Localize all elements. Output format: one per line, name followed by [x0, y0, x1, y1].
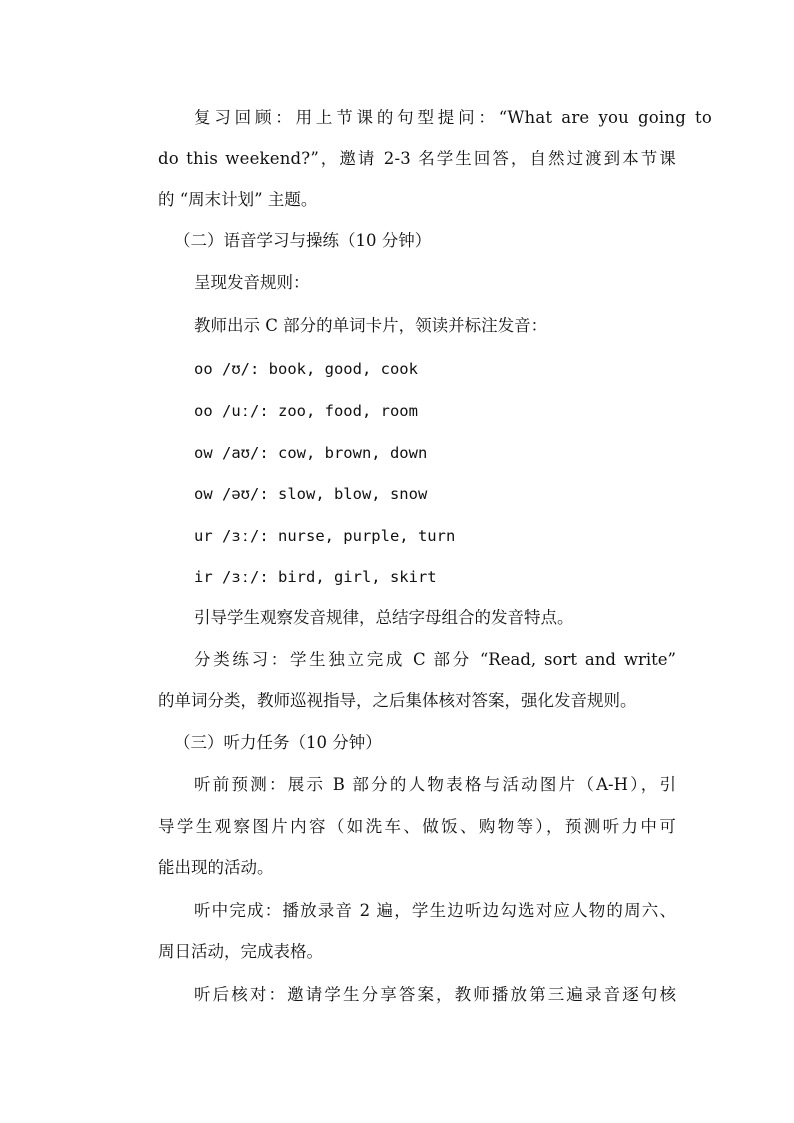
phonics-item: ow /aʊ/: cow, brown, down	[194, 444, 428, 462]
sorting-line-1: 分类练习：学生独立完成 C 部分 “Read, sort and write”	[194, 650, 676, 669]
teacher-shows: 教师出示 C 部分的单词卡片，领读并标注发音：	[194, 316, 548, 335]
prelisten-line-2: 导学生观察图片内容（如洗车、做饭、购物等），预测听力中可	[158, 817, 676, 836]
phonics-item: ir /ɜː/: bird, girl, skirt	[194, 568, 437, 586]
guide-text: 引导学生观察发音规律，总结字母组合的发音特点。	[194, 608, 574, 627]
postlisten-line-1: 听后核对：邀请学生分享答案，教师播放第三遍录音逐句核	[194, 985, 676, 1004]
review-line-1: 复习回顾：用上节课的句型提问：“What are you going to	[194, 108, 712, 127]
prelisten-line-3: 能出现的活动。	[158, 858, 274, 877]
review-line-3: 的 “周末计划” 主题。	[158, 190, 318, 209]
sorting-line-2: 的单词分类，教师巡视指导，之后集体核对答案，强化发音规则。	[158, 691, 637, 710]
whilelisten-line-2: 周日活动，完成表格。	[158, 942, 323, 961]
present-rules: 呈现发音规则：	[194, 273, 310, 292]
section-2-heading: （二）语音学习与操练（10 分钟）	[174, 231, 432, 250]
prelisten-line-1: 听前预测：展示 B 部分的人物表格与活动图片（A-H），引	[194, 775, 676, 794]
phonics-item: oo /uː/: zoo, food, room	[194, 402, 418, 420]
phonics-item: ow /əʊ/: slow, blow, snow	[194, 485, 428, 503]
whilelisten-line-1: 听中完成：播放录音 2 遍，学生边听边勾选对应人物的周六、	[194, 901, 676, 920]
phonics-item: ur /ɜː/: nurse, purple, turn	[194, 527, 456, 545]
review-line-2: do this weekend?”，邀请 2-3 名学生回答，自然过渡到本节课	[158, 149, 676, 168]
phonics-item: oo /ʊ/: book, good, cook	[194, 360, 418, 378]
section-3-heading: （三）听力任务（10 分钟）	[174, 733, 382, 752]
